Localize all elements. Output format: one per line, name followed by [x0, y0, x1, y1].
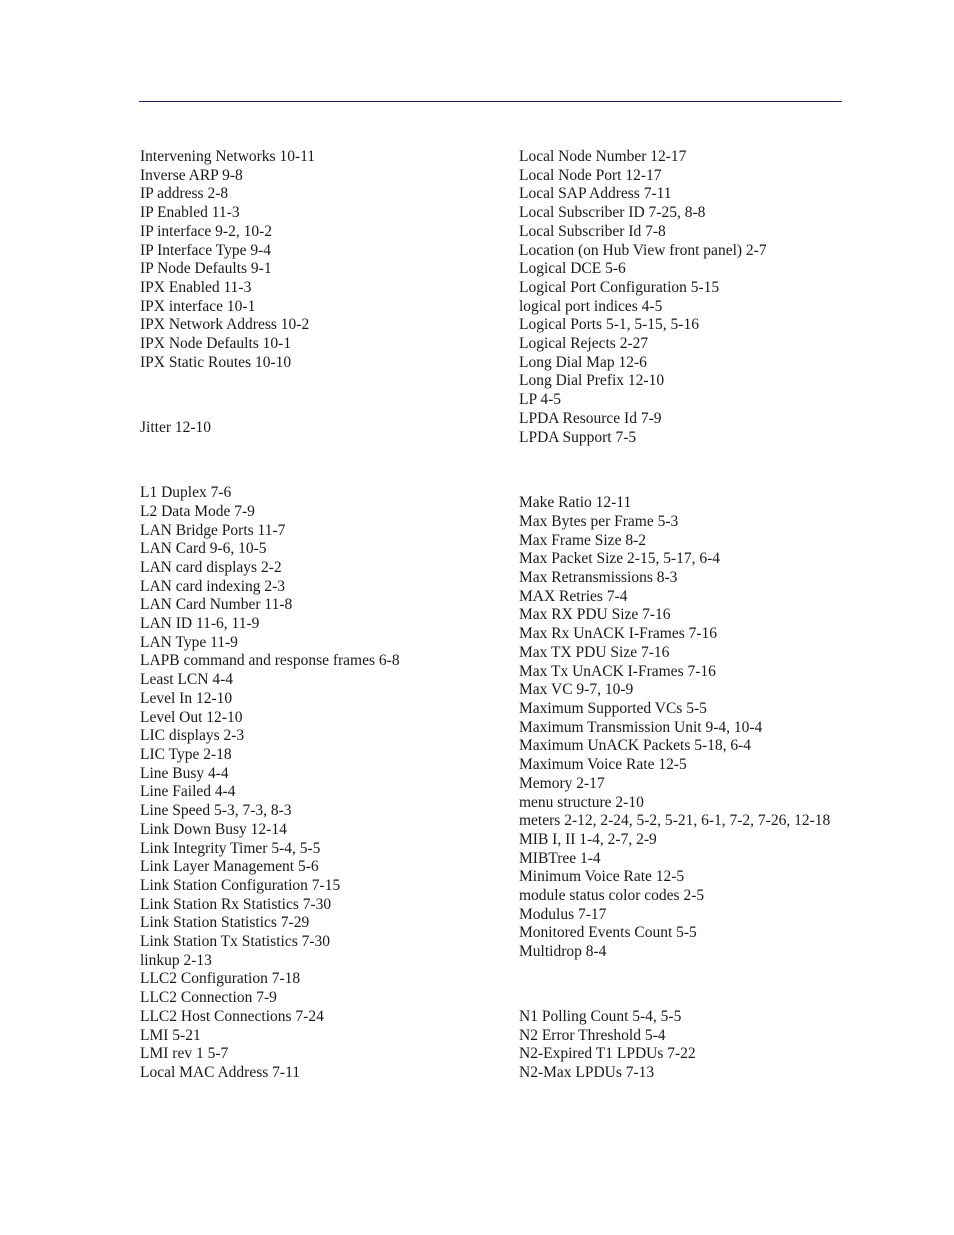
index-entry: Level Out 12-10 [140, 708, 243, 726]
index-group-m [519, 494, 849, 962]
index-entry: Make Ratio 12-11 [519, 494, 632, 512]
index-entry: Jitter 12-10 [140, 419, 212, 437]
index-entry: Local MAC Address 7-11 [140, 1063, 301, 1081]
index-entry: Multidrop 8-4 [519, 943, 607, 961]
index-entry: LAN Card 9-6, 10-5 [140, 540, 267, 558]
index-entry: Monitored Events Count 5-5 [519, 924, 697, 942]
index-entry: LPDA Support 7-5 [519, 428, 637, 446]
index-entry: L1 Duplex 7-6 [140, 484, 232, 502]
index-entry: Location (on Hub View front panel) 2-7 [519, 241, 767, 259]
index-entry: LP 4-5 [519, 391, 562, 409]
index-entry: Local Node Port 12-17 [519, 166, 662, 184]
index-entry: Logical Port Configuration 5-15 [519, 278, 720, 296]
index-entry: N2-Expired T1 LPDUs 7-22 [519, 1045, 696, 1063]
index-entry: LLC2 Connection 7-9 [140, 989, 277, 1007]
index-group-i [140, 148, 510, 372]
index-entry: meters 2-12, 2-24, 5-2, 5-21, 6-1, 7-2, 7-26, 12-18 [519, 812, 831, 830]
index-entry: Long Dial Prefix 12-10 [519, 372, 665, 390]
index-entry: Link Station Configuration 7-15 [140, 876, 341, 894]
index-entry: Line Busy 4-4 [140, 764, 229, 782]
index-entry: Max Rx UnACK I-Frames 7-16 [519, 625, 718, 643]
index-entry: Link Station Statistics 7-29 [140, 914, 310, 932]
index-entry: MIBTree 1-4 [519, 849, 601, 867]
index-entry: Maximum Supported VCs 5-5 [519, 699, 707, 717]
index-group-l [140, 484, 510, 1083]
index-entry: L2 Data Mode 7-9 [140, 502, 255, 520]
index-entry: Logical Ports 5-1, 5-15, 5-16 [519, 316, 699, 334]
index-entry: Link Down Busy 12-14 [140, 820, 287, 838]
index-entry: Local Node Number 12-17 [519, 148, 687, 165]
index-entry: Link Station Tx Statistics 7-30 [140, 933, 331, 951]
index-entry: LLC2 Host Connections 7-24 [140, 1007, 324, 1025]
index-entry: Logical Rejects 2-27 [519, 335, 649, 353]
index-entry: IP address 2-8 [140, 185, 229, 203]
index-entry: LAN Type 11-9 [140, 633, 238, 651]
index-entry: Long Dial Map 12-6 [519, 353, 647, 371]
index-entry: IPX Enabled 11-3 [140, 278, 252, 296]
index-entry: IP Node Defaults 9-1 [140, 260, 272, 278]
index-entry: Modulus 7-17 [519, 905, 607, 923]
index-entry: linkup 2-13 [140, 951, 212, 969]
index-entry: IPX Node Defaults 10-1 [140, 335, 292, 353]
index-entry: IP Interface Type 9-4 [140, 241, 272, 259]
index-entry: N2-Max LPDUs 7-13 [519, 1063, 655, 1081]
index-group-j [140, 419, 510, 438]
index-entry: Link Integrity Timer 5-4, 5-5 [140, 839, 321, 857]
index-entry: IPX Static Routes 10-10 [140, 353, 292, 371]
index-entry: Local SAP Address 7-11 [519, 185, 672, 203]
index-group-n [519, 1008, 849, 1083]
index-entry: N2 Error Threshold 5-4 [519, 1026, 666, 1044]
index-entry: Maximum Transmission Unit 9-4, 10-4 [519, 718, 763, 736]
index-entry: Max RX PDU Size 7-16 [519, 606, 671, 624]
index-entry: LAN card displays 2-2 [140, 558, 282, 576]
index-entry: LAN ID 11-6, 11-9 [140, 615, 260, 633]
index-entry: LAPB command and response frames 6-8 [140, 652, 400, 670]
index-entry: Minimum Voice Rate 12-5 [519, 868, 685, 886]
index-entry: N1 Polling Count 5-4, 5-5 [519, 1007, 682, 1025]
index-entry: Maximum UnACK Packets 5-18, 6-4 [519, 737, 752, 755]
index-entry: LLC2 Configuration 7-18 [140, 970, 301, 988]
index-entry: LIC Type 2-18 [140, 745, 232, 763]
index-column-left [140, 148, 510, 1083]
index-entry: Max Bytes per Frame 5-3 [519, 512, 679, 530]
index-group-l-continued [519, 148, 849, 447]
index-entry: logical port indices 4-5 [519, 297, 663, 315]
index-entry: Inverse ARP 9-8 [140, 166, 243, 184]
index-entry: LMI rev 1 5-7 [140, 1045, 229, 1063]
index-entry: IPX Network Address 10-2 [140, 316, 310, 334]
index-entry: Link Station Rx Statistics 7-30 [140, 895, 332, 913]
index-column-right [519, 148, 849, 1083]
index-entry: module status color codes 2-5 [519, 887, 705, 905]
index-entry: LAN Bridge Ports 11-7 [140, 521, 286, 539]
index-entry: LAN card indexing 2-3 [140, 577, 286, 595]
index-entry: LMI 5-21 [140, 1026, 201, 1044]
index-entry: IP Enabled 11-3 [140, 204, 240, 222]
index-entry: Intervening Networks 10-11 [140, 148, 316, 165]
index-entry: Logical DCE 5-6 [519, 260, 626, 278]
index-entry: Maximum Voice Rate 12-5 [519, 756, 687, 774]
index-entry: menu structure 2-10 [519, 793, 644, 811]
index-entry: MAX Retries 7-4 [519, 587, 628, 605]
index-entry: LAN Card Number 11-8 [140, 596, 293, 614]
index-entry: Memory 2-17 [519, 774, 605, 792]
index-entry: IPX interface 10-1 [140, 297, 256, 315]
index-entry: Max Tx UnACK I-Frames 7-16 [519, 662, 716, 680]
index-entry: Link Layer Management 5-6 [140, 858, 319, 876]
index-entry: Max Packet Size 2-15, 5-17, 6-4 [519, 550, 721, 568]
index-entry: LPDA Resource Id 7-9 [519, 409, 662, 427]
index-entry: Least LCN 4-4 [140, 671, 233, 689]
header-rule [139, 101, 842, 102]
index-entry: Level In 12-10 [140, 689, 233, 707]
index-entry: Max Retransmissions 8-3 [519, 569, 678, 587]
index-entry: MIB I, II 1-4, 2-7, 2-9 [519, 830, 657, 848]
index-entry: Max Frame Size 8-2 [519, 531, 646, 549]
index-entry: Max VC 9-7, 10-9 [519, 681, 634, 699]
index-entry: LIC displays 2-3 [140, 727, 245, 745]
index-entry: IP interface 9-2, 10-2 [140, 222, 272, 240]
index-entry: Local Subscriber Id 7-8 [519, 222, 666, 240]
index-entry: Max TX PDU Size 7-16 [519, 643, 670, 661]
index-entry: Line Speed 5-3, 7-3, 8-3 [140, 802, 292, 820]
index-entry: Line Failed 4-4 [140, 783, 236, 801]
index-entry: Local Subscriber ID 7-25, 8-8 [519, 204, 706, 222]
